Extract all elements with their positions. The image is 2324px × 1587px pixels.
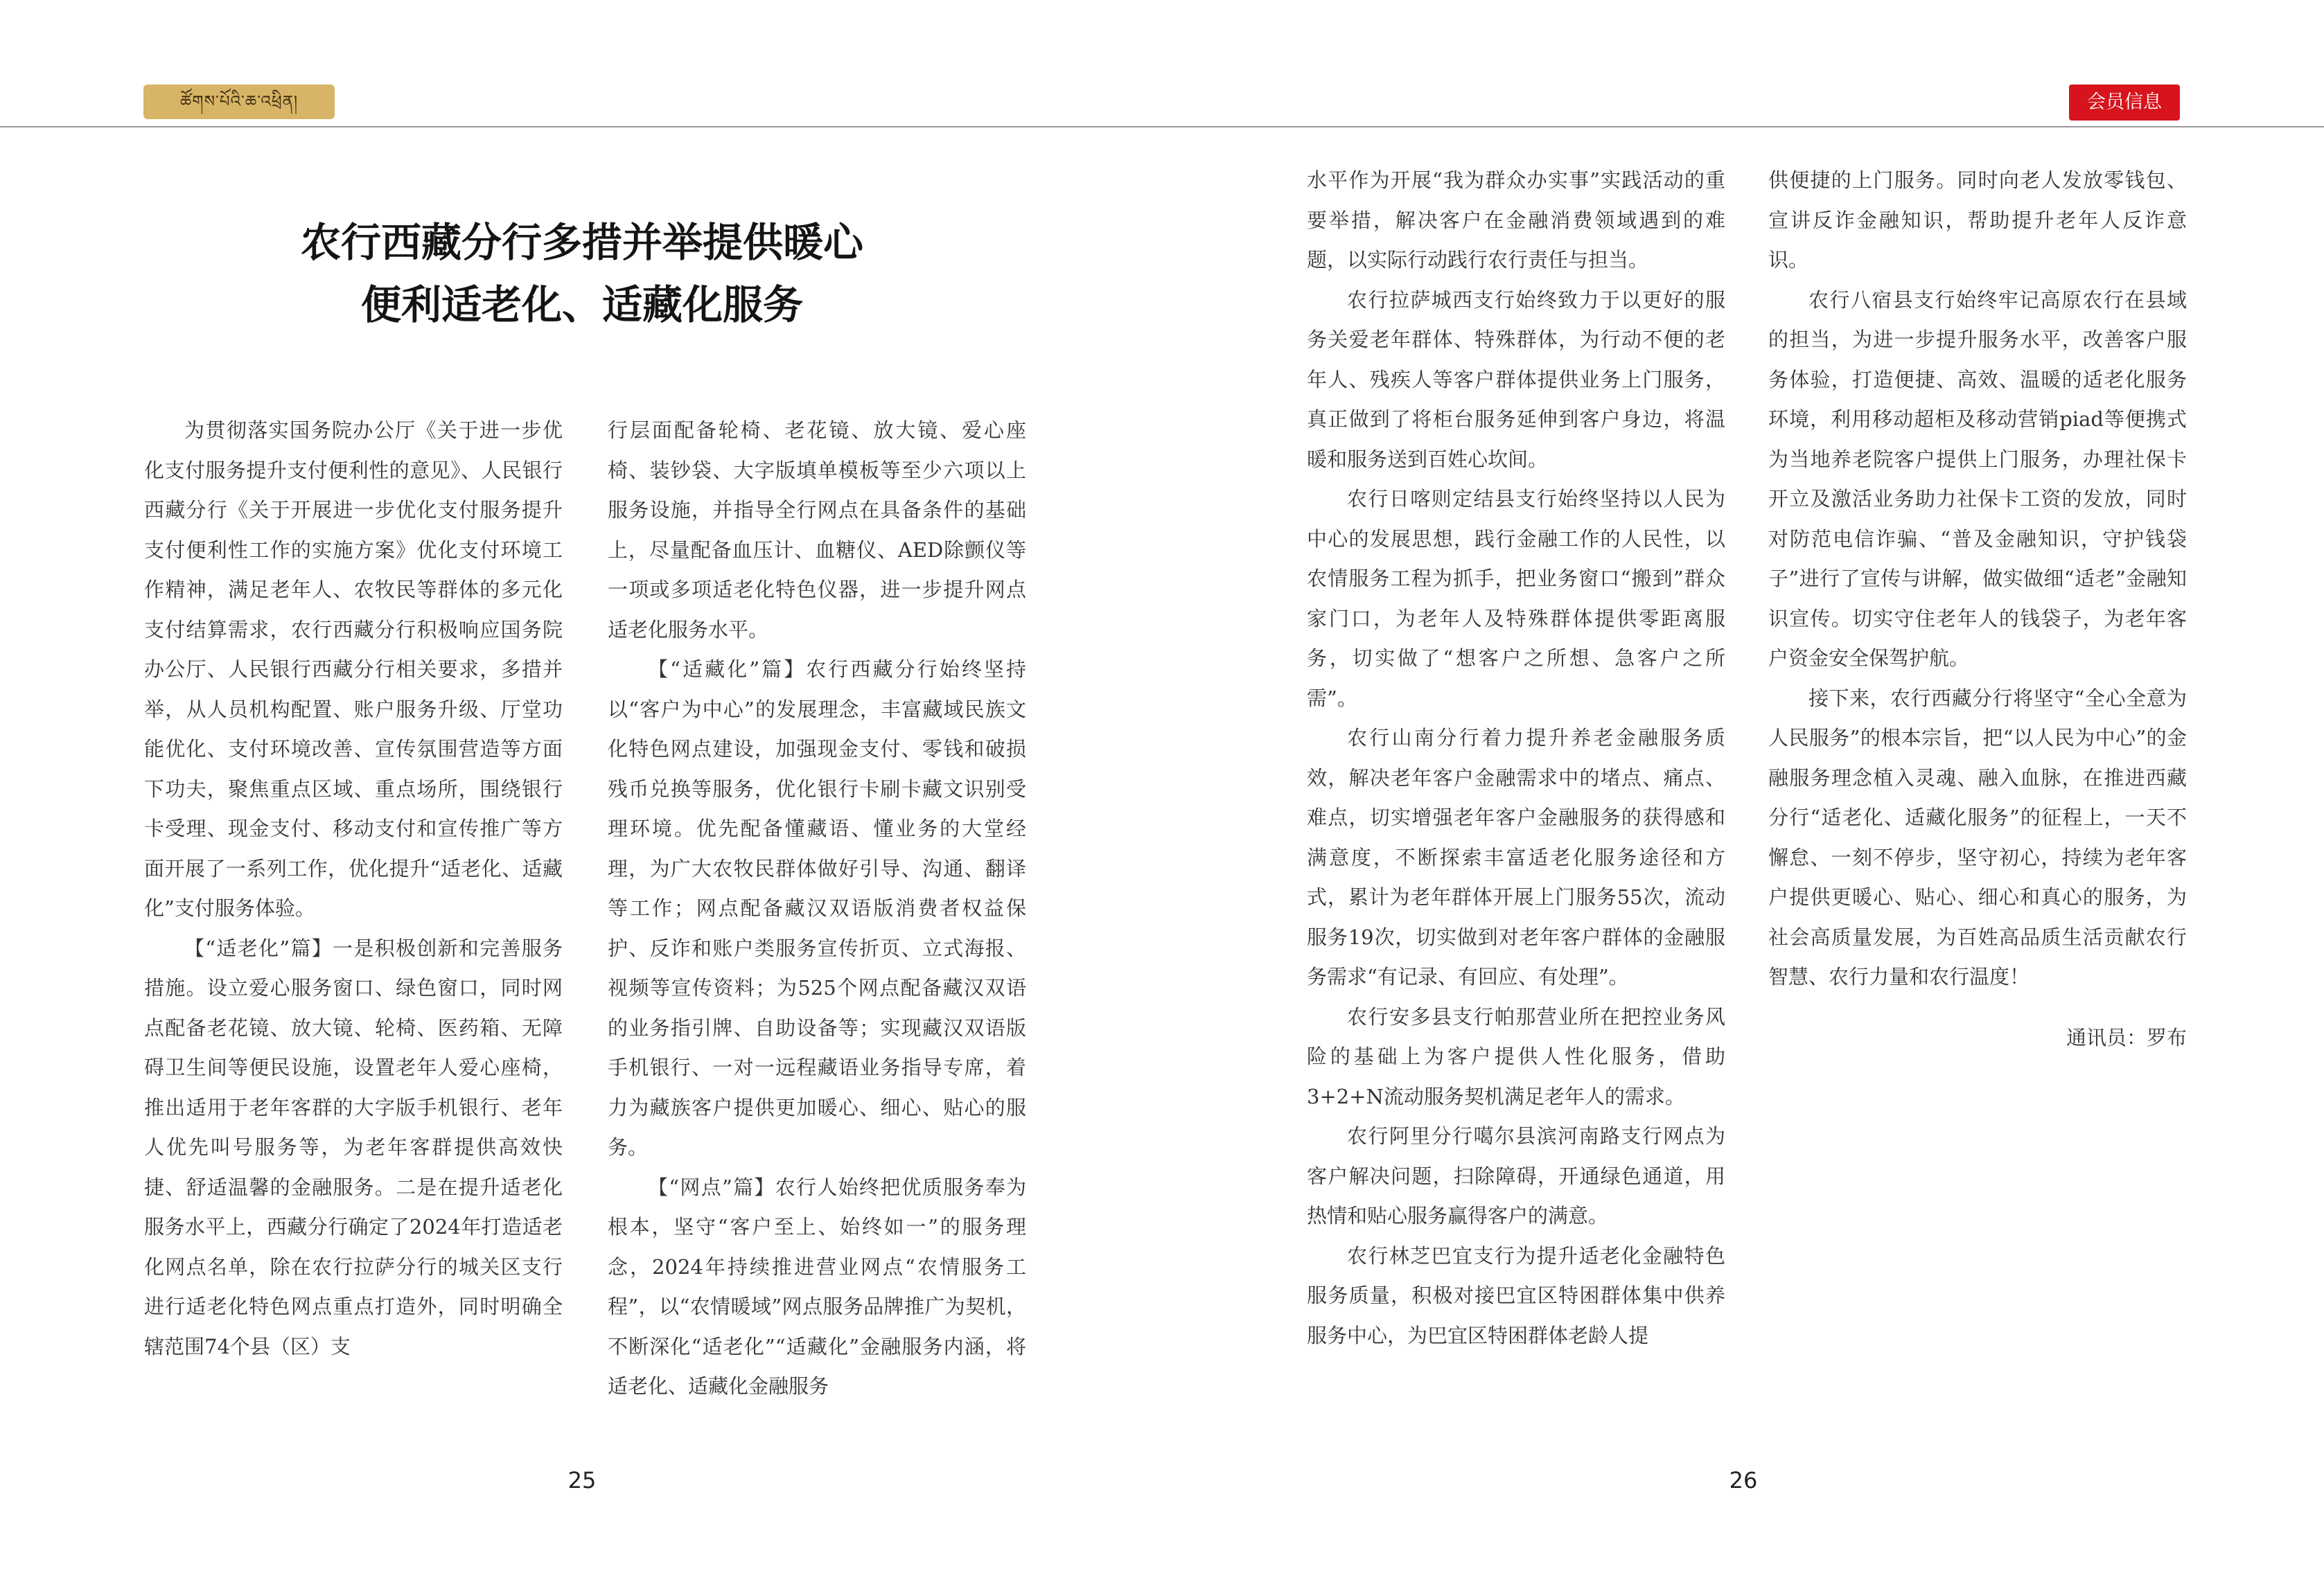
text-column-3 — [1307, 161, 1725, 1356]
page-number-right: 26 — [1729, 1467, 1758, 1493]
tibetan-section-tag: ཚོགས་པོའི་ཆ་འཕྲིན། — [143, 85, 335, 119]
paragraph: 为贯彻落实国务院办公厅《关于进一步优化支付服务提升支付便利性的意见》、人民银行西藏分行《关于开展进一步优化支付服务提升支付便利性工作的实施方案》优化支付环境工作精神，满足老年人、农牧民等群体的多元化支付结算需求，农行西藏分行积极响应国务院办公厅、人民银行西藏分行相关要求，多措并举，从人员机构配置、账户服务升级、厅堂功能优化、支付环境改善、宣传氛围营造等方面下功夫，聚焦重点区域、重点场所，围绕银行卡受理、现金支付、移动支付和宣传推广等方面开展了一系列工作，优化提升“适老化、适藏化”支付服务体验。 — [144, 418, 563, 920]
paragraph: 农行八宿县支行始终牢记高原农行在县域的担当，为进一步提升服务水平，改善客户服务体验，打造便捷、高效、温暖的适老化服务环境，利用移动超柜及移动营销piad等便携式为当地养老院客户提供上门服务，办理社保卡开立及激活业务助力社保卡工资的发放，同时对防范电信诈骗、“普及金融知识，守护钱袋子”进行了宣传与讲解，做实做细“适老”金融知识宣传。切实守住老年人的钱袋子，为老年客户资金安全保驾护航。 — [1768, 287, 2187, 670]
section-tag: 会员信息 — [2069, 85, 2180, 121]
text-column-4 — [1768, 161, 2187, 1058]
text-column-1 — [144, 411, 563, 1367]
paragraph: 【“适老化”篇】一是积极创新和完善服务措施。设立爱心服务窗口、绿色窗口，同时网点配备老花镜、放大镜、轮椅、医药箱、无障碍卫生间等便民设施，设置老年人爱心座椅，推出适用于老年客群的大字版手机银行、老年人优先叫号服务等，为老年客群提供高效快捷、舒适温馨的金融服务。二是在提升适老化服务水平上，西藏分行确定了2024年打造适老化网点名单，除在农行拉萨分行的城关区支行进行适老化特色网点重点打造外，同时明确全辖范围74个县（区）支 — [144, 936, 563, 1358]
text-column-2 — [608, 411, 1026, 1407]
paragraph: 农行安多县支行帕那营业所在把控业务风险的基础上为客户提供人性化服务，借助3+2+N流动服务契机满足老年人的需求。 — [1307, 1004, 1725, 1108]
title-line-2: 便利适老化、适藏化服务 — [360, 281, 803, 328]
page-number-left: 25 — [567, 1467, 597, 1493]
paragraph-continued: 水平作为开展“我为群众办实事”实践活动的重要举措，解决客户在金融消费领域遇到的难题，以实际行动践行农行责任与担当。 — [1307, 168, 1725, 272]
paragraph: 农行林芝巴宜支行为提升适老化金融特色服务质量，积极对接巴宜区特困群体集中供养服务中心，为巴宜区特困群体老龄人提 — [1307, 1243, 1725, 1347]
paragraph: 【“网点”篇】农行人始终把优质服务奉为根本，坚守“客户至上、始终如一”的服务理念，2024年持续推进营业网点“农情服务工程”，以“农情暖域”网点服务品牌推广为契机，不断深化“适老化”“适藏化”金融服务内涵，将适老化、适藏化金融服务 — [608, 1175, 1026, 1398]
paragraph: 农行阿里分行噶尔县滨河南路支行网点为客户解决问题，扫除障碍，开通绿色通道，用热情和贴心服务赢得客户的满意。 — [1307, 1124, 1725, 1227]
title-line-1: 农行西藏分行多措并举提供暖心 — [300, 219, 863, 266]
paragraph: 【“适藏化”篇】农行西藏分行始终坚持以“客户为中心”的发展理念，丰富藏域民族文化特色网点建设，加强现金支付、零钱和破损残币兑换等服务，优化银行卡刷卡藏文识别受理环境。优先配备懂藏语、懂业务的大堂经理，为广大农牧民群体做好引导、沟通、翻译等工作；网点配备藏汉双语版消费者权益保护、反诈和账户类服务宣传折页、立式海报、视频等宣传资料；为525个网点配备藏汉双语的业务指引牌、自助设备等；实现藏汉双语版手机银行、一对一远程藏语业务指导专席，着力为藏族客户提供更加暖心、细心、贴心的服务。 — [608, 657, 1026, 1159]
paragraph: 农行山南分行着力提升养老金融服务质效，解决老年客户金融需求中的堵点、痛点、难点，切实增强老年客户金融服务的获得感和满意度，不断探索丰富适老化服务途径和方式，累计为老年群体开展上门服务55次，流动服务19次，切实做到对老年客户群体的金融服务需求“有记录、有回应、有处理”。 — [1307, 726, 1725, 988]
paragraph-continued: 行层面配备轮椅、老花镜、放大镜、爱心座椅、装钞袋、大字版填单模板等至少六项以上服务设施，并指导全行网点在具备条件的基础上，尽量配备血压计、血糖仪、AED除颤仪等一项或多项适老化特色仪器，进一步提升网点适老化服务水平。 — [608, 418, 1026, 641]
article-title — [139, 211, 1025, 336]
header-rule — [0, 126, 2324, 127]
author-signature: 通讯员：罗布 — [2066, 1025, 2187, 1049]
paragraph: 接下来，农行西藏分行将坚守“全心全意为人民服务”的根本宗旨，把“以人民为中心”的金融服务理念植入灵魂、融入血脉，在推进西藏分行“适老化、适藏化服务”的征程上，一天不懈怠、一刻不停步，坚守初心，持续为老年客户提供更暖心、贴心、细心和真心的服务，为社会高质量发展，为百姓高品质生活贡献农行智慧、农行力量和农行温度！ — [1768, 686, 2187, 988]
paragraph: 农行拉萨城西支行始终致力于以更好的服务关爱老年群体、特殊群体，为行动不便的老年人、残疾人等客户群体提供业务上门服务，真正做到了将柜台服务延伸到客户身边，将温暖和服务送到百姓心坎间。 — [1307, 287, 1725, 471]
paragraph-continued: 供便捷的上门服务。同时向老人发放零钱包、宣讲反诈金融知识，帮助提升老年人反诈意识。 — [1768, 168, 2187, 272]
paragraph: 农行日喀则定结县支行始终坚持以人民为中心的发展思想，践行金融工作的人民性，以农情服务工程为抓手，把业务窗口“搬到”群众家门口，为老年人及特殊群体提供零距离服务，切实做了“想客户之所想、急客户之所需”。 — [1307, 487, 1725, 710]
